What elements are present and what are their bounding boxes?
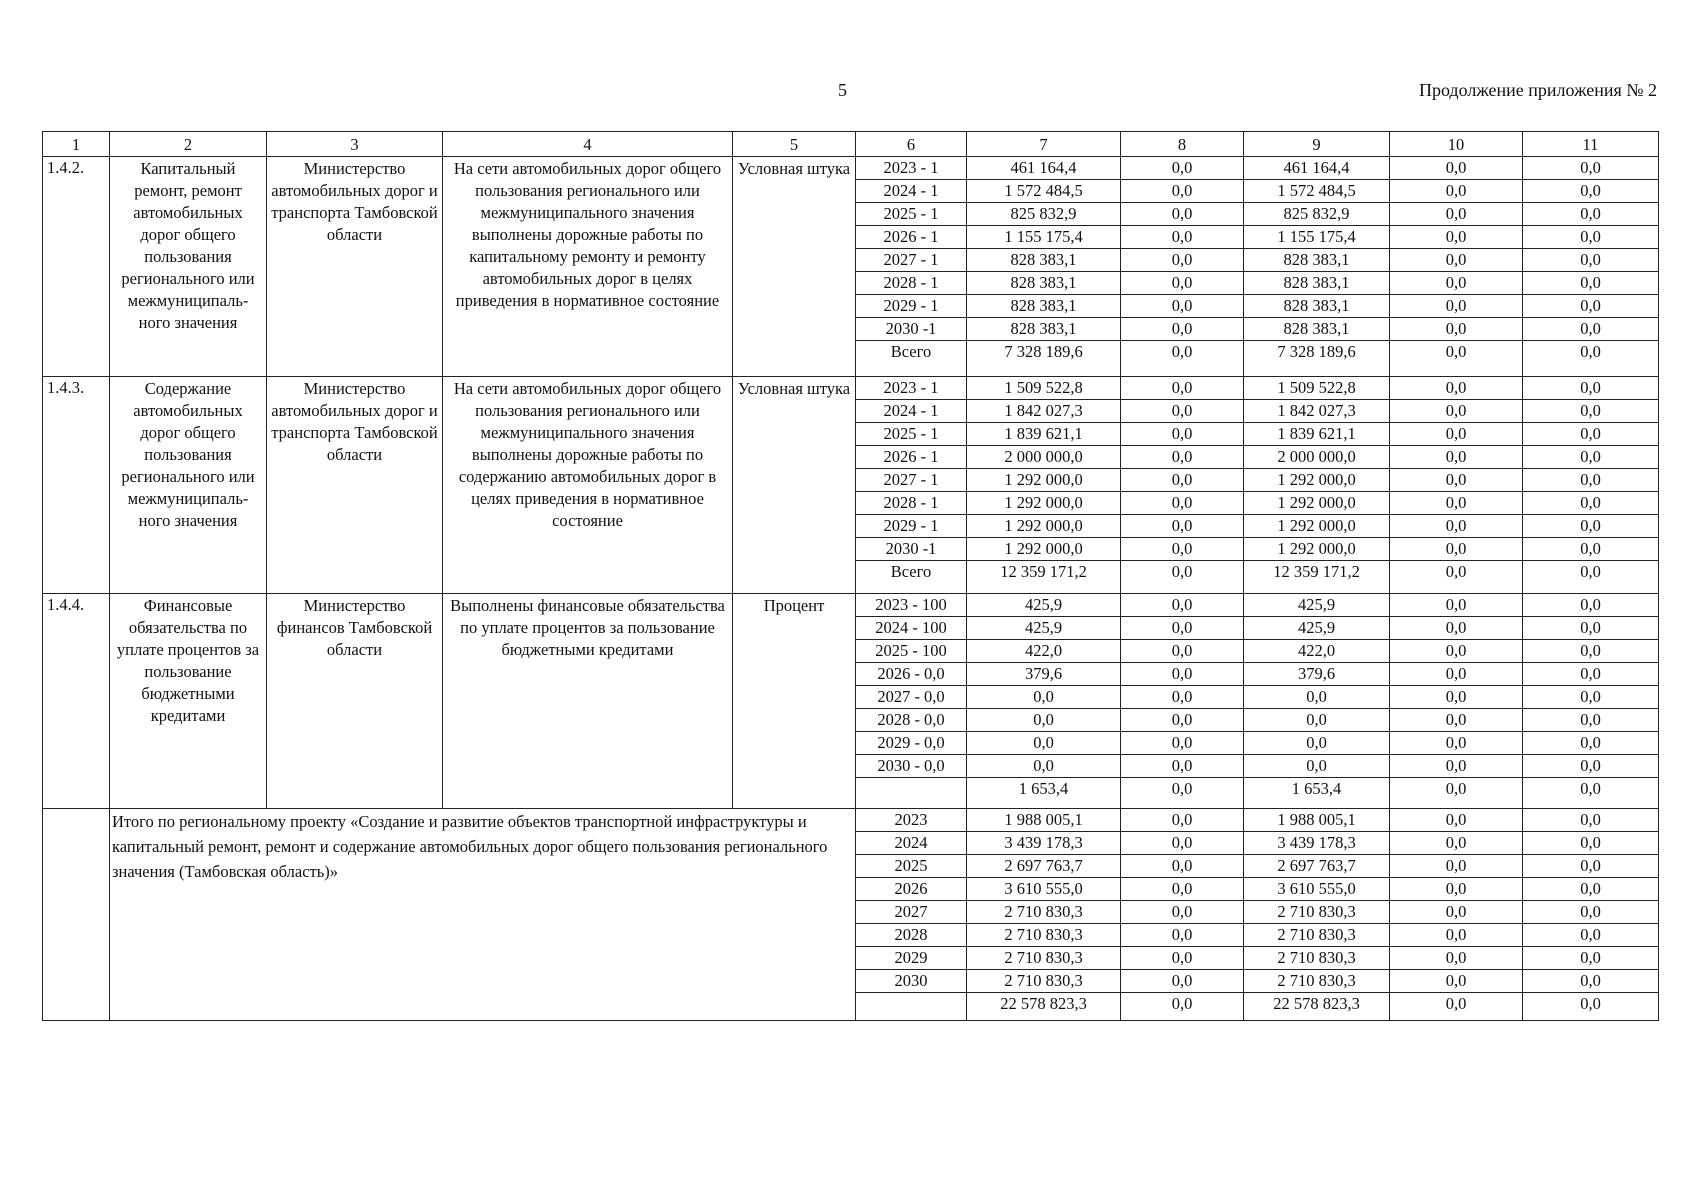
total-value-cell: 0,0 <box>1390 993 1523 1021</box>
value-cell: 0,0 <box>1523 686 1659 709</box>
table-row <box>43 157 1659 180</box>
value-cell: 0,0 <box>1390 469 1523 492</box>
value-cell: 0,0 <box>1523 492 1659 515</box>
period-cell: 2023 - 100 <box>856 594 967 617</box>
value-cell: 0,0 <box>1523 663 1659 686</box>
total-label: Итого по региональному проекту «Создание и развитие объектов транспортной инфраструктуры и капитальный ремонт, ремонт и содержание автомобильных дорог общего пользования регионального значения (Тамбовская область)» <box>110 809 856 1021</box>
total-value-cell: 0,0 <box>1523 993 1659 1021</box>
total-value-cell: 3 610 555,0 <box>967 878 1121 901</box>
value-cell: 0,0 <box>1121 341 1244 377</box>
value-cell: 1 572 484,5 <box>1244 180 1390 203</box>
column-header: 7 <box>967 132 1121 157</box>
total-period-cell: 2028 <box>856 924 967 947</box>
total-value-cell: 1 988 005,1 <box>1244 809 1390 832</box>
total-value-cell: 0,0 <box>1523 809 1659 832</box>
value-cell: 0,0 <box>1390 295 1523 318</box>
total-value-cell: 0,0 <box>1121 901 1244 924</box>
total-value-cell: 2 710 830,3 <box>1244 947 1390 970</box>
value-cell: 1 653,4 <box>967 778 1121 809</box>
value-cell: 0,0 <box>1523 709 1659 732</box>
value-cell: 0,0 <box>1121 423 1244 446</box>
value-cell: 828 383,1 <box>967 295 1121 318</box>
value-cell: 0,0 <box>1390 561 1523 594</box>
value-cell: 828 383,1 <box>1244 295 1390 318</box>
value-cell: 825 832,9 <box>1244 203 1390 226</box>
period-cell: Всего <box>856 341 967 377</box>
value-cell: 0,0 <box>1523 423 1659 446</box>
value-cell: 0,0 <box>1121 295 1244 318</box>
value-cell: 425,9 <box>967 594 1121 617</box>
value-cell: 0,0 <box>1390 538 1523 561</box>
value-cell: 0,0 <box>1390 492 1523 515</box>
value-cell: 0,0 <box>1390 400 1523 423</box>
value-cell: 0,0 <box>1121 492 1244 515</box>
value-cell: 0,0 <box>1523 778 1659 809</box>
total-value-cell: 3 439 178,3 <box>967 832 1121 855</box>
value-cell: 0,0 <box>1121 594 1244 617</box>
value-cell: 0,0 <box>1121 249 1244 272</box>
value-cell: 461 164,4 <box>1244 157 1390 180</box>
value-cell: 0,0 <box>1121 377 1244 400</box>
value-cell: 7 328 189,6 <box>967 341 1121 377</box>
value-cell: 1 292 000,0 <box>967 492 1121 515</box>
value-cell: 0,0 <box>1390 686 1523 709</box>
value-cell: 825 832,9 <box>967 203 1121 226</box>
value-cell: 1 572 484,5 <box>967 180 1121 203</box>
value-cell: 828 383,1 <box>1244 249 1390 272</box>
total-row <box>43 809 1659 832</box>
total-period-cell: 2029 <box>856 947 967 970</box>
total-value-cell: 2 697 763,7 <box>1244 855 1390 878</box>
period-cell: 2030 -1 <box>856 318 967 341</box>
value-cell: 0,0 <box>1390 377 1523 400</box>
section-name: Содержание автомобильных дорог общего пользования регионального или межмуниципаль-ного значения <box>110 377 267 594</box>
value-cell: 0,0 <box>1121 640 1244 663</box>
period-cell: Всего <box>856 561 967 594</box>
total-value-cell: 2 710 830,3 <box>1244 901 1390 924</box>
value-cell: 0,0 <box>1390 226 1523 249</box>
total-value-cell: 1 988 005,1 <box>967 809 1121 832</box>
value-cell: 0,0 <box>1523 469 1659 492</box>
total-value-cell: 0,0 <box>1390 901 1523 924</box>
period-cell: 2023 - 1 <box>856 377 967 400</box>
value-cell: 379,6 <box>1244 663 1390 686</box>
total-period-cell <box>856 993 967 1021</box>
period-cell: 2023 - 1 <box>856 157 967 180</box>
total-value-cell: 2 710 830,3 <box>1244 924 1390 947</box>
value-cell: 1 292 000,0 <box>1244 492 1390 515</box>
value-cell: 1 155 175,4 <box>967 226 1121 249</box>
value-cell: 0,0 <box>1523 180 1659 203</box>
value-cell: 0,0 <box>1121 272 1244 295</box>
value-cell: 1 509 522,8 <box>1244 377 1390 400</box>
value-cell: 1 155 175,4 <box>1244 226 1390 249</box>
total-period-cell: 2027 <box>856 901 967 924</box>
value-cell: 828 383,1 <box>1244 272 1390 295</box>
value-cell: 0,0 <box>1121 617 1244 640</box>
section-result: На сети автомобильных дорог общего пользования регионального или межмуниципального значения выполнены дорожные работы по содержанию автомобильных дорог в целях приведения в нормативное состояние <box>443 377 733 594</box>
value-cell: 0,0 <box>1121 663 1244 686</box>
value-cell: 0,0 <box>1121 709 1244 732</box>
period-cell: 2026 - 0,0 <box>856 663 967 686</box>
value-cell: 0,0 <box>1390 423 1523 446</box>
value-cell: 0,0 <box>1523 295 1659 318</box>
value-cell: 0,0 <box>1121 203 1244 226</box>
value-cell: 0,0 <box>1523 594 1659 617</box>
value-cell: 0,0 <box>1390 446 1523 469</box>
total-period-cell: 2026 <box>856 878 967 901</box>
value-cell: 1 292 000,0 <box>1244 538 1390 561</box>
total-value-cell: 0,0 <box>1121 855 1244 878</box>
column-header-row <box>43 132 1659 157</box>
value-cell: 0,0 <box>1390 157 1523 180</box>
period-cell: 2026 - 1 <box>856 226 967 249</box>
section-result: Выполнены финансовые обязательства по уплате процентов за пользование бюджетными кредитами <box>443 594 733 809</box>
value-cell: 0,0 <box>1244 755 1390 778</box>
total-value-cell: 0,0 <box>1121 878 1244 901</box>
section-unit: Процент <box>733 594 856 809</box>
total-value-cell: 3 610 555,0 <box>1244 878 1390 901</box>
value-cell: 379,6 <box>967 663 1121 686</box>
value-cell: 422,0 <box>1244 640 1390 663</box>
table-row <box>43 377 1659 400</box>
total-value-cell: 2 710 830,3 <box>967 970 1121 993</box>
section-unit: Условная штука <box>733 377 856 594</box>
total-period-cell: 2030 <box>856 970 967 993</box>
total-period-cell: 2023 <box>856 809 967 832</box>
value-cell: 0,0 <box>1523 732 1659 755</box>
value-cell: 0,0 <box>1121 538 1244 561</box>
total-value-cell: 0,0 <box>1121 924 1244 947</box>
total-period-cell: 2024 <box>856 832 967 855</box>
value-cell: 0,0 <box>1390 755 1523 778</box>
table-body <box>43 132 1659 1021</box>
period-cell <box>856 778 967 809</box>
value-cell: 0,0 <box>967 732 1121 755</box>
value-cell: 461 164,4 <box>967 157 1121 180</box>
value-cell: 0,0 <box>1523 617 1659 640</box>
value-cell: 0,0 <box>1523 341 1659 377</box>
total-value-cell: 0,0 <box>1390 855 1523 878</box>
value-cell: 0,0 <box>1121 400 1244 423</box>
value-cell: 0,0 <box>1121 180 1244 203</box>
total-value-cell: 0,0 <box>1121 832 1244 855</box>
column-header: 4 <box>443 132 733 157</box>
value-cell: 0,0 <box>1390 515 1523 538</box>
total-value-cell: 2 697 763,7 <box>967 855 1121 878</box>
value-cell: 7 328 189,6 <box>1244 341 1390 377</box>
value-cell: 1 839 621,1 <box>967 423 1121 446</box>
period-cell: 2030 - 0,0 <box>856 755 967 778</box>
total-value-cell: 0,0 <box>1390 809 1523 832</box>
value-cell: 0,0 <box>1390 341 1523 377</box>
value-cell: 0,0 <box>1523 157 1659 180</box>
value-cell: 0,0 <box>1523 538 1659 561</box>
total-period-cell: 2025 <box>856 855 967 878</box>
section-result: На сети автомобильных дорог общего пользования регионального или межмуниципального значения выполнены дорожные работы по капитальному ремонту и ремонту автомобильных дорог в целях приведения в нормативное состояние <box>443 157 733 377</box>
value-cell: 0,0 <box>1390 272 1523 295</box>
value-cell: 0,0 <box>1523 272 1659 295</box>
value-cell: 0,0 <box>1523 400 1659 423</box>
value-cell: 0,0 <box>1390 318 1523 341</box>
value-cell: 0,0 <box>1121 157 1244 180</box>
period-cell: 2027 - 1 <box>856 469 967 492</box>
section-unit: Условная штука <box>733 157 856 377</box>
value-cell: 0,0 <box>1121 778 1244 809</box>
value-cell: 0,0 <box>1523 640 1659 663</box>
total-value-cell: 0,0 <box>1523 970 1659 993</box>
value-cell: 0,0 <box>1121 469 1244 492</box>
value-cell: 425,9 <box>1244 617 1390 640</box>
value-cell: 0,0 <box>1523 203 1659 226</box>
total-empty-cell <box>43 809 110 1021</box>
total-value-cell: 2 710 830,3 <box>1244 970 1390 993</box>
total-value-cell: 22 578 823,3 <box>967 993 1121 1021</box>
value-cell: 0,0 <box>1523 515 1659 538</box>
total-value-cell: 0,0 <box>1121 809 1244 832</box>
column-header: 6 <box>856 132 967 157</box>
value-cell: 2 000 000,0 <box>1244 446 1390 469</box>
period-cell: 2028 - 0,0 <box>856 709 967 732</box>
value-cell: 0,0 <box>1121 686 1244 709</box>
value-cell: 0,0 <box>1390 732 1523 755</box>
value-cell: 0,0 <box>1121 755 1244 778</box>
column-header: 2 <box>110 132 267 157</box>
value-cell: 0,0 <box>1121 732 1244 755</box>
column-header: 5 <box>733 132 856 157</box>
section-code: 1.4.3. <box>43 377 110 594</box>
total-value-cell: 0,0 <box>1121 970 1244 993</box>
period-cell: 2029 - 0,0 <box>856 732 967 755</box>
period-cell: 2028 - 1 <box>856 492 967 515</box>
value-cell: 0,0 <box>1390 709 1523 732</box>
value-cell: 1 292 000,0 <box>967 469 1121 492</box>
value-cell: 1 842 027,3 <box>1244 400 1390 423</box>
period-cell: 2024 - 100 <box>856 617 967 640</box>
period-cell: 2027 - 0,0 <box>856 686 967 709</box>
value-cell: 0,0 <box>1121 226 1244 249</box>
value-cell: 0,0 <box>1390 594 1523 617</box>
section-code: 1.4.2. <box>43 157 110 377</box>
value-cell: 1 292 000,0 <box>1244 515 1390 538</box>
value-cell: 828 383,1 <box>1244 318 1390 341</box>
value-cell: 828 383,1 <box>967 249 1121 272</box>
total-value-cell: 0,0 <box>1523 832 1659 855</box>
period-cell: 2026 - 1 <box>856 446 967 469</box>
total-value-cell: 22 578 823,3 <box>1244 993 1390 1021</box>
value-cell: 1 842 027,3 <box>967 400 1121 423</box>
total-value-cell: 0,0 <box>1390 970 1523 993</box>
value-cell: 0,0 <box>1244 709 1390 732</box>
value-cell: 0,0 <box>1121 515 1244 538</box>
value-cell: 0,0 <box>967 709 1121 732</box>
value-cell: 0,0 <box>1523 226 1659 249</box>
value-cell: 0,0 <box>1390 663 1523 686</box>
value-cell: 0,0 <box>1523 561 1659 594</box>
period-cell: 2024 - 1 <box>856 180 967 203</box>
value-cell: 12 359 171,2 <box>1244 561 1390 594</box>
value-cell: 425,9 <box>967 617 1121 640</box>
value-cell: 0,0 <box>1390 203 1523 226</box>
total-value-cell: 0,0 <box>1523 924 1659 947</box>
period-cell: 2024 - 1 <box>856 400 967 423</box>
column-header: 8 <box>1121 132 1244 157</box>
table-row <box>43 594 1659 617</box>
total-value-cell: 0,0 <box>1390 832 1523 855</box>
page-number: 5 <box>838 80 847 100</box>
section-executor: Министерство автомобильных дорог и транспорта Тамбовской области <box>267 157 443 377</box>
value-cell: 1 292 000,0 <box>967 538 1121 561</box>
column-header: 10 <box>1390 132 1523 157</box>
value-cell: 2 000 000,0 <box>967 446 1121 469</box>
value-cell: 0,0 <box>967 755 1121 778</box>
value-cell: 0,0 <box>967 686 1121 709</box>
total-value-cell: 0,0 <box>1523 901 1659 924</box>
total-value-cell: 0,0 <box>1523 855 1659 878</box>
value-cell: 0,0 <box>1121 318 1244 341</box>
period-cell: 2030 -1 <box>856 538 967 561</box>
value-cell: 0,0 <box>1390 249 1523 272</box>
total-value-cell: 0,0 <box>1121 993 1244 1021</box>
total-value-cell: 0,0 <box>1523 947 1659 970</box>
column-header: 3 <box>267 132 443 157</box>
value-cell: 1 653,4 <box>1244 778 1390 809</box>
total-value-cell: 0,0 <box>1390 878 1523 901</box>
value-cell: 0,0 <box>1244 686 1390 709</box>
value-cell: 0,0 <box>1523 377 1659 400</box>
value-cell: 0,0 <box>1390 640 1523 663</box>
section-code: 1.4.4. <box>43 594 110 809</box>
column-header: 1 <box>43 132 110 157</box>
column-header: 9 <box>1244 132 1390 157</box>
period-cell: 2029 - 1 <box>856 515 967 538</box>
total-value-cell: 0,0 <box>1390 924 1523 947</box>
total-value-cell: 0,0 <box>1121 947 1244 970</box>
total-value-cell: 2 710 830,3 <box>967 947 1121 970</box>
period-cell: 2025 - 100 <box>856 640 967 663</box>
total-value-cell: 2 710 830,3 <box>967 924 1121 947</box>
value-cell: 828 383,1 <box>967 272 1121 295</box>
value-cell: 0,0 <box>1390 180 1523 203</box>
period-cell: 2029 - 1 <box>856 295 967 318</box>
value-cell: 422,0 <box>967 640 1121 663</box>
period-cell: 2025 - 1 <box>856 423 967 446</box>
column-header: 11 <box>1523 132 1659 157</box>
value-cell: 425,9 <box>1244 594 1390 617</box>
value-cell: 1 292 000,0 <box>1244 469 1390 492</box>
value-cell: 0,0 <box>1121 446 1244 469</box>
value-cell: 0,0 <box>1523 318 1659 341</box>
value-cell: 12 359 171,2 <box>967 561 1121 594</box>
period-cell: 2027 - 1 <box>856 249 967 272</box>
section-executor: Министерство финансов Тамбовской области <box>267 594 443 809</box>
total-value-cell: 0,0 <box>1523 878 1659 901</box>
total-value-cell: 2 710 830,3 <box>967 901 1121 924</box>
continuation-note: Продолжение приложения № 2 <box>1418 80 1657 100</box>
section-name: Капитальный ремонт, ремонт автомобильных дорог общего пользования регионального или межмуниципаль-ного значения <box>110 157 267 377</box>
value-cell: 0,0 <box>1523 446 1659 469</box>
value-cell: 1 839 621,1 <box>1244 423 1390 446</box>
value-cell: 0,0 <box>1244 732 1390 755</box>
period-cell: 2028 - 1 <box>856 272 967 295</box>
value-cell: 1 292 000,0 <box>967 515 1121 538</box>
value-cell: 0,0 <box>1523 755 1659 778</box>
total-value-cell: 3 439 178,3 <box>1244 832 1390 855</box>
section-executor: Министерство автомобильных дорог и транспорта Тамбовской области <box>267 377 443 594</box>
value-cell: 0,0 <box>1390 778 1523 809</box>
value-cell: 1 509 522,8 <box>967 377 1121 400</box>
total-value-cell: 0,0 <box>1390 947 1523 970</box>
value-cell: 0,0 <box>1121 561 1244 594</box>
section-name: Финансовые обязательства по уплате процентов за пользование бюджетными кредитами <box>110 594 267 809</box>
value-cell: 0,0 <box>1523 249 1659 272</box>
value-cell: 828 383,1 <box>967 318 1121 341</box>
period-cell: 2025 - 1 <box>856 203 967 226</box>
budget-table <box>42 131 1659 1021</box>
value-cell: 0,0 <box>1390 617 1523 640</box>
